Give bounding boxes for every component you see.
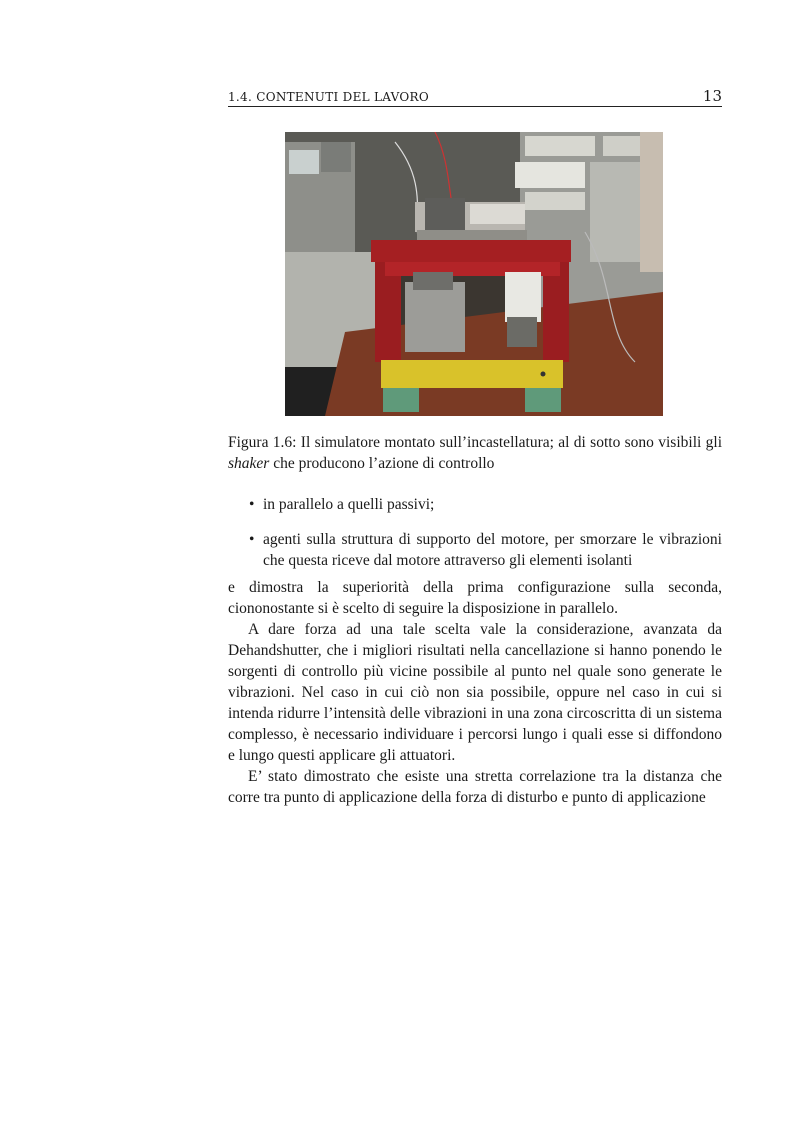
list-item-text: in parallelo a quelli passivi; (263, 496, 435, 513)
page-number: 13 (702, 87, 722, 105)
figure-label: Figura 1.6: (228, 434, 297, 451)
bullet-icon: • (249, 496, 255, 513)
body-text (228, 577, 722, 808)
list-item-text: agenti sulla struttura di supporto del motore, per smorzare le vibrazioni che questa riceve dal motore attraverso gli elementi isolanti (263, 531, 722, 569)
list-item (228, 529, 722, 571)
paragraph: E’ stato dimostrato che esiste una stretta correlazione tra la distanza che corre tra punto di applicazione della forza di disturbo e punto di applicazione (228, 768, 722, 806)
bullet-list (228, 494, 722, 585)
caption-emphasis: shaker (228, 455, 270, 472)
figure-photo (285, 132, 663, 416)
paragraph: e dimostra la superiorità della prima configurazione sulla seconda, ciononostante si è scelto di seguire la disposizione in parallelo. (228, 579, 722, 617)
section-title: 1.4. CONTENUTI DEL LAVORO (228, 90, 430, 104)
running-header (228, 86, 722, 107)
list-item (228, 494, 722, 515)
caption-text-end: che producono l’azione di controllo (269, 455, 495, 472)
caption-text: Il simulatore montato sull’incastellatura; al di sotto sono visibili gli (296, 434, 723, 451)
figure-caption (228, 432, 722, 474)
bullet-icon: • (249, 531, 255, 548)
paragraph: A dare forza ad una tale scelta vale la considerazione, avanzata da Dehandshutter, che i migliori risultati nella cancellazione si hanno ponendo le sorgenti di controllo più vicine possibile al punto nel quale sono generate le vibrazioni. Nel caso in cui ciò non sia possibile, oppure nel caso in cui si intenda ridurre l’intensità delle vibrazioni in una zona circoscritta di un sistema complesso, è necessario individuare i percorsi lungo i quali esse si diffondono e lungo questi applicare gli attuatori. (228, 621, 722, 764)
